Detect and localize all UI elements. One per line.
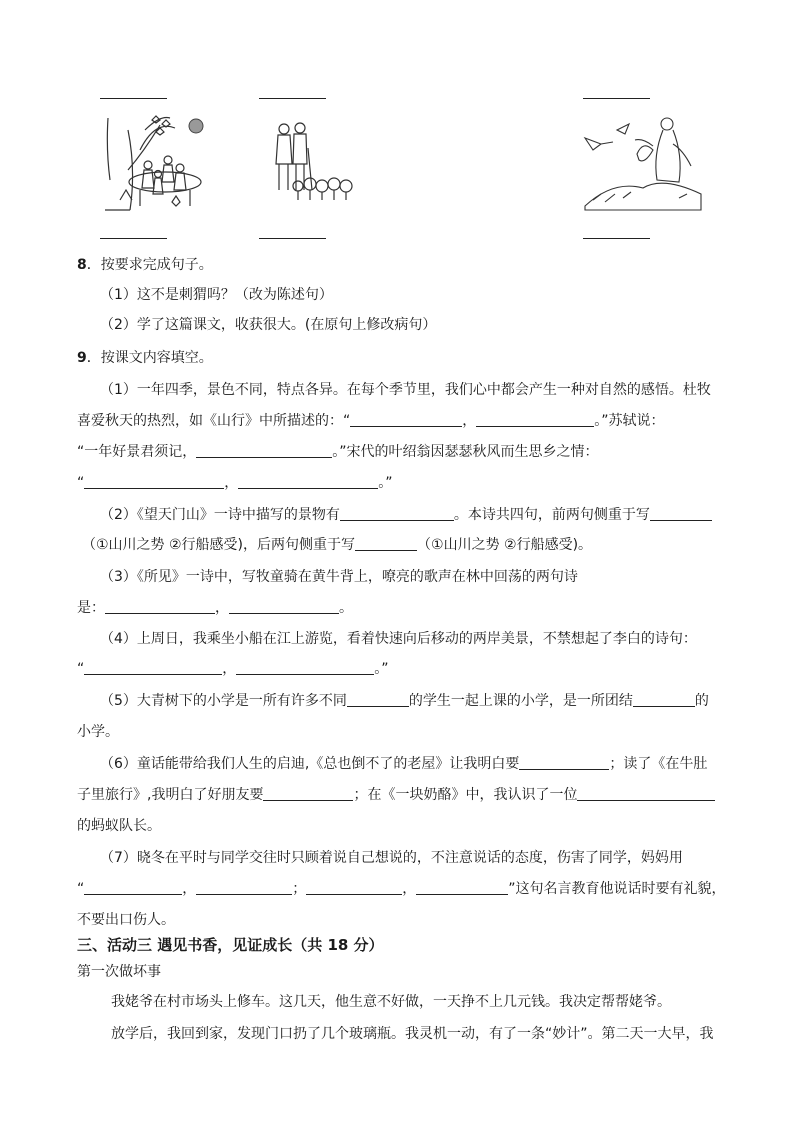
q9-p2-text-d: （①山川之势 ②行船感受)。 bbox=[417, 537, 593, 553]
q9-p5-line1 bbox=[100, 691, 709, 711]
q8-title: ．按要求完成句子。 bbox=[86, 257, 213, 273]
q9-p3-line1: （3）《所见》一诗中，写牧童骑在黄牛背上，嘹亮的歌声在林中回荡的两句诗 bbox=[100, 569, 578, 585]
q9-p4-text-c: 。” bbox=[374, 661, 389, 677]
q9-p4-line1: （4）上周日，我乘坐小船在江上游览，看着快速向后移动的两岸美景，不禁想起了李白的诗句： bbox=[100, 631, 697, 647]
q9-p6-text-a: （6）童话能带给我们人生的启迪,《总也倒不了的老屋》让我明白要 bbox=[100, 756, 520, 772]
q9-p7-text-c: ； bbox=[292, 881, 307, 897]
q9-p2-line2 bbox=[82, 535, 592, 555]
q9-heading bbox=[77, 348, 213, 368]
story-paragraph-1: 我姥爷在村市场头上修车。这几天，他生意不好做，一天挣不上几元钱。我决定帮帮姥爷。 bbox=[111, 994, 671, 1010]
blank-ant-captain[interactable] bbox=[577, 786, 715, 801]
blank-sushi[interactable] bbox=[196, 443, 332, 458]
q9-p1-text-c: 。”苏轼说： bbox=[594, 413, 665, 429]
q9-p5-text-a: （5）大青树下的小学是一所有许多不同 bbox=[100, 693, 347, 709]
q8-number: 8 bbox=[77, 257, 87, 273]
q9-p1-text-d: “一年好景君须记， bbox=[77, 444, 197, 460]
q9-p2-text-b: 。本诗共四句，前两句侧重于写 bbox=[453, 507, 650, 523]
q8-sentence-2: （2）学了这篇课文，收获很大。(在原句上修改病句） bbox=[100, 317, 437, 333]
q8-heading bbox=[77, 255, 213, 275]
family-tree-picture bbox=[100, 110, 212, 214]
q9-p1-line4 bbox=[77, 473, 393, 493]
blank-old-house[interactable] bbox=[519, 755, 609, 770]
answer-blank-1-top[interactable] bbox=[100, 98, 167, 99]
answer-blank-3-bottom[interactable] bbox=[583, 238, 650, 239]
answer-blank-2-top[interactable] bbox=[259, 98, 326, 99]
q9-p7-line1: （7）晓冬在平时与同学交往时只顾着说自己想说的，不注意说话的态度，伤害了同学，妈妈用 bbox=[100, 850, 683, 866]
q9-p6-text-d: ；在《一块奶酪》中，我认识了一位 bbox=[353, 787, 578, 803]
blank-yeshaoweng-1[interactable] bbox=[84, 474, 224, 489]
q9-title: ．按课文内容填空。 bbox=[86, 350, 213, 366]
q9-p6-line1 bbox=[100, 754, 707, 774]
q9-p7-text-b: ， bbox=[182, 881, 197, 897]
family-under-tree-icon bbox=[105, 116, 201, 210]
q9-p5-text-c: 的 bbox=[694, 693, 709, 709]
q8-sentence-1: （1）这不是刺猬吗？（改为陈述句） bbox=[100, 287, 333, 303]
q9-p7-text-d: ， bbox=[402, 881, 417, 897]
q9-p7-line3: 不要出口伤人。 bbox=[77, 912, 175, 928]
q9-p1-text-f: “ bbox=[77, 475, 85, 491]
q9-p2-text-a: （2）《望天门山》一诗中描写的景物有 bbox=[100, 507, 340, 523]
blank-quote-1[interactable] bbox=[84, 880, 182, 895]
q9-p1-text-h: 。” bbox=[378, 475, 393, 491]
q9-p3-text-a: 是： bbox=[77, 600, 105, 616]
blank-suojian-1[interactable] bbox=[105, 599, 215, 614]
blank-school-2[interactable] bbox=[633, 692, 695, 707]
blank-libai-1[interactable] bbox=[84, 660, 222, 675]
q9-p1-line2 bbox=[77, 411, 665, 431]
q9-p2-line1 bbox=[100, 505, 712, 525]
q9-p7-line2 bbox=[77, 879, 726, 899]
blank-suojian-2[interactable] bbox=[229, 599, 339, 614]
q9-p1-text-a: 喜爱秋天的热烈，如《山行》中所描述的：“ bbox=[77, 413, 351, 429]
blank-quote-2[interactable] bbox=[196, 880, 292, 895]
blank-good-friend[interactable] bbox=[263, 786, 353, 801]
q9-p5-text-b: 的学生一起上课的小学，是一所团结 bbox=[408, 693, 633, 709]
q9-p1-line3 bbox=[77, 442, 599, 462]
q9-p1-text-b: ， bbox=[462, 413, 477, 429]
blank-first-two-lines[interactable] bbox=[650, 506, 712, 521]
answer-blank-2-bottom[interactable] bbox=[259, 238, 326, 239]
blank-libai-2[interactable] bbox=[236, 660, 374, 675]
blank-last-two-lines[interactable] bbox=[355, 536, 417, 551]
q9-p6-line2 bbox=[77, 785, 715, 805]
q9-p3-text-b: ， bbox=[215, 600, 229, 616]
q9-p6-line3: 的蚂蚁队长。 bbox=[77, 818, 161, 834]
q9-p4-text-a: “ bbox=[77, 661, 85, 677]
story-title: 第一次做坏事 bbox=[77, 964, 161, 980]
blank-shanxing-1[interactable] bbox=[350, 412, 462, 427]
blank-school-1[interactable] bbox=[347, 692, 409, 707]
q9-number: 9 bbox=[77, 350, 87, 366]
q9-p2-text-c: （①山川之势 ②行船感受)，后两句侧重于写 bbox=[82, 537, 356, 553]
q9-p1-line1: （1）一年四季，景色不同，特点各异。在每个季节里，我们心中都会产生一种对自然的感悟。杜牧 bbox=[100, 382, 711, 398]
answer-blank-3-top[interactable] bbox=[583, 98, 650, 99]
q9-p1-text-g: ， bbox=[224, 475, 239, 491]
section-3-title: 三、活动三 遇见书香，见证成长（共 18 分） bbox=[77, 936, 384, 954]
q9-p3-line2 bbox=[77, 598, 353, 618]
answer-blank-1-bottom[interactable] bbox=[100, 238, 167, 239]
blank-quote-3[interactable] bbox=[306, 880, 402, 895]
q9-p3-text-c: 。 bbox=[339, 600, 353, 616]
story-paragraph-2: 放学后，我回到家，发现门口扔了几个玻璃瓶。我灵机一动，有了一条“妙计”。第二天一大早，我 bbox=[111, 1026, 714, 1042]
q9-p6-text-b: ；读了《在牛肚 bbox=[609, 756, 708, 772]
q9-p4-line2 bbox=[77, 659, 389, 679]
elderly-couple-flowers-picture bbox=[268, 120, 356, 202]
elderly-couple-icon bbox=[276, 123, 352, 200]
lady-birds-icon bbox=[585, 118, 701, 210]
q9-p1-text-e: 。”宋代的叶绍翁因瑟瑟秋风而生思乡之情： bbox=[332, 444, 599, 460]
blank-shanxing-2[interactable] bbox=[476, 412, 594, 427]
blank-quote-4[interactable] bbox=[416, 880, 508, 895]
blank-tianmenshan-scenery[interactable] bbox=[340, 506, 454, 521]
q9-p6-text-c: 子里旅行》,我明白了好朋友要 bbox=[77, 787, 264, 803]
lady-with-birds-picture bbox=[583, 110, 703, 214]
q9-p4-text-b: ， bbox=[222, 661, 237, 677]
q9-p7-text-e: ”这句名言教育他说话时要有礼貌， bbox=[508, 881, 726, 897]
blank-yeshaoweng-2[interactable] bbox=[238, 474, 378, 489]
q9-p7-text-a: “ bbox=[77, 881, 85, 897]
q9-p5-line2: 小学。 bbox=[77, 724, 119, 740]
moon-icon bbox=[189, 119, 203, 133]
